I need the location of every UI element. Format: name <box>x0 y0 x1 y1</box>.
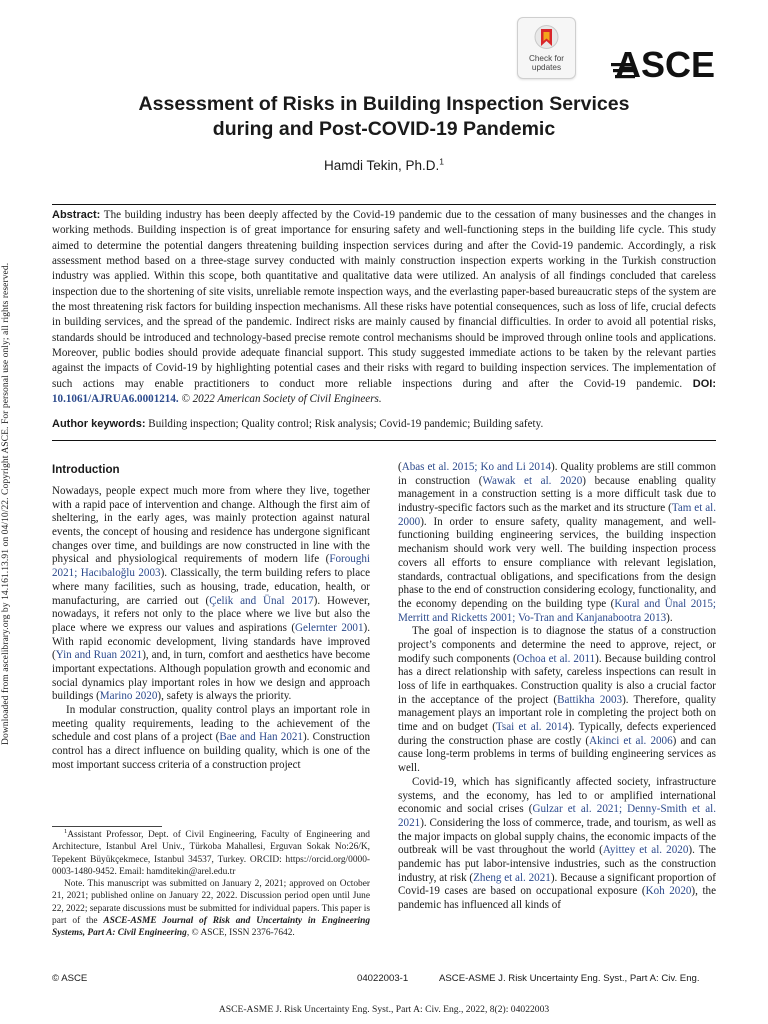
citation-link[interactable]: Gelernter 2001 <box>295 621 364 634</box>
manuscript-note <box>52 878 370 939</box>
citation-link[interactable]: Çelik and Ünal 2017 <box>209 594 314 607</box>
affiliation-text: Assistant Professor, Dept. of Civil Engineering, Faculty of Engineering and Architecture, Istanbul Arel Univ., Türkoba Mahallesi, Erguvan Sokak No:26/K, Tepekent Büyükçekmece, Istanbul 34537, Turkey. ORCID: https://orcid.org/0000-0003-1480-9452. Email: hamditekin@arel.edu.tr <box>52 830 370 877</box>
badge-line-1: Check for <box>528 54 565 63</box>
asce-logo <box>611 43 716 81</box>
citation-link[interactable]: Foroughi 2021; Hacıbaloğlu 2003 <box>52 553 370 580</box>
author-name: Hamdi Tekin, Ph.D. <box>323 158 440 173</box>
abstract-copyright: © 2022 American Society of Civil Engineers. <box>181 392 382 405</box>
issn-text: , © ASCE, ISSN 2376-7642. <box>186 928 295 939</box>
citation-link[interactable]: Abas et al. 2015; Ko and Li 2014 <box>401 461 552 473</box>
citation-link[interactable]: Battikha 2003 <box>557 693 623 706</box>
keywords-bottom-rule <box>52 440 716 441</box>
footnote-rule <box>52 826 162 827</box>
author-superscript: 1 <box>439 156 445 167</box>
introduction-heading: Introduction <box>52 463 120 476</box>
footer-journal: ASCE-ASME J. Risk Uncertainty Eng. Syst., Part A: Civ. Eng. <box>439 973 700 984</box>
right-paragraph-2: The goal of inspection is to diagnose the status of a construction project’s components and determine the need to approve, reject, or modify such components (Ochoa et al. 2011). Because building control has a direct relationship with safety, careless inspections can result in loss of life in earthquakes. Construction quality is also a crucial factor in the acceptance of the project (Battikha 2003). Therefore, quality management plays an important role in completing the project both on time and on budget (Tsai et al. 2014). Typically, defects experienced during the construction phase are costly (Akinci et al. 2006) and can cause long-term problems in terms of building engineering services as well. <box>398 625 717 775</box>
right-column <box>398 461 716 913</box>
citation-link[interactable]: Tam et al. 2000 <box>398 502 716 528</box>
affiliation-footnote <box>52 829 370 878</box>
right-paragraph-1: (Abas et al. 2015; Ko and Li 2014). Quality problems are still common in construction (Wawak et al. 2020) because enabling quality management in a construction setting is a more difficult task due to industry-specific factors such as the market and its structure (Tam et al. 2000). In order to ensure safety, quality management, and well-functioning building engineering services, the building inspection mechanism should work very well. The building inspection process covers all efforts to ensure compliance with relevant legislation, standards, contractual obligations, and specifications from the design phase to the end of construction considering ecology, functionality, and the economy depending on the building type (Kural and Ünal 2015; Merritt and Ricketts 2001; Vo-Tran and Kanjanabootra 2013). <box>398 461 716 624</box>
journal-name: ASCE-ASME Journal of Risk and Uncertainty in Engineering Systems, Part A: Civil Engineering <box>52 916 371 939</box>
abstract-body: The building industry has been deeply affected by the Covid-19 pandemic due to the cessation of many businesses and the changes in working methods. Building inspection is of great importance for ensuring safety and well-functioning steps in the building life cycle. This study aimed to determine the potential dangers threatening building inspection services during and after the Covid-19 pandemic. Accordingly, a risk assessment method based on a three-stage survey conducted with mainly construction inspection experts working in the Turkish construction industry was applied. Within this scope, both quantitative and qualitative data were utilized. An analysis of all findings concluded that careless inspection due to the shortening of site visits, unreliable remote inspection ways, and the everlasting paper-based bureaucratic steps of the system are the most threatening risk factors for building inspection mechanisms. All these risks have potential consequences, such as loss of life, crucial defects in building services, and the spread of the pandemic. Indirect risks are mainly caused by financial difficulties. In order to avoid all potential risks, standards should be introduced and technology-based precise remote control mechanisms should be improved through online tools and applications. Moreover, public bodies should provide adequate financial support. This study suggested immediate actions to be taken by the relevant parties against the impacts of Covid-19 by highlighting potential cases and their risks with regard to building inspection services. The implementation of such actions may enable practitioners to conduct more reliable inspections during and after the Covid-19 pandemic. <box>52 209 716 390</box>
footer-copyright: © ASCE <box>52 973 88 984</box>
citation-line: ASCE-ASME J. Risk Uncertainty Eng. Syst., Part A: Civ. Eng., 2022, 8(2): 04022003 <box>218 1004 550 1015</box>
citation-link[interactable]: Bae and Han 2021 <box>219 731 303 744</box>
abstract-top-rule <box>52 204 716 205</box>
citation-link[interactable]: Koh 2020 <box>645 885 692 898</box>
left-paragraph-2: In modular construction, quality control plays an important role in meeting quality requirements, leading to the achievement of the schedule and cost plans of a project (Bae and Han 2021). Construction control has a direct influence on building quality, which is one of the most important success criteria of a construction project <box>52 704 370 771</box>
right-paragraph-3: Covid-19, which has significantly affected society, infrastructure systems, and the economy, has led to or amplified international economic and social crises (Gulzar et al. 2021; Denny-Smith et al. 2021). Considering the loss of commerce, trade, and tourism, as well as the major impacts on global supply chains, the economic impacts of the outbreak will be vast throughout the world (Ayittey et al. 2020). The pandemic has put labor-intensive industries, such as the construction industry, at risk (Zheng et al. 2021). Because a significant proportion of Covid-19 cases are based on occupational exposure (Koh 2020), the pandemic has influenced all kinds of <box>398 775 717 911</box>
citation-link[interactable]: Kural and Ünal 2015; Merritt and Ricketts 2001; Vo-Tran and Kanjanabootra 2013 <box>398 597 716 624</box>
left-column <box>52 460 370 772</box>
doi-link[interactable]: 10.1061/AJRUA6.0001214. <box>52 392 179 405</box>
keywords-text: Building inspection; Quality control; Risk analysis; Covid-19 pandemic; Building safety. <box>148 418 544 430</box>
footer-page-id: 04022003-1 <box>357 973 409 984</box>
footnotes <box>52 829 370 940</box>
title-line-1: Assessment of Risks in Building Inspection Services <box>138 93 630 115</box>
note-text: Note. This manuscript was submitted on January 2, 2021; approved on October 21, 2021; published online on January 22, 2022. Discussion period open until June 22, 2022; separate discussions must be submitted for individual papers. This paper is part of the <box>52 879 371 927</box>
article-title <box>60 92 708 142</box>
author-keywords <box>52 417 716 432</box>
download-side-note <box>0 245 14 745</box>
citation-link[interactable]: Wawak et al. 2020 <box>482 474 583 487</box>
affiliation-superscript: 1 <box>64 827 68 835</box>
abstract-label: Abstract: <box>52 209 101 221</box>
check-for-updates-badge[interactable] <box>517 17 576 79</box>
citation-link[interactable]: Ayittey et al. 2020 <box>602 844 689 857</box>
title-line-2: during and Post-COVID-19 Pandemic <box>212 118 556 140</box>
badge-line-2: updates <box>531 63 562 72</box>
citation-link[interactable]: Ochoa et al. 2011 <box>516 652 596 665</box>
left-paragraph-1: Nowadays, people expect much more from where they live, together with a rapid pace of intervention and change. Although the first aim of sheltering, in the early ages, was mainly protection against natural events, the concept of housing and residence has undergone significant changes over time, and buildings are now constructed in line with the physical and physiological requirements of modern life (Foroughi 2021; Hacıbaloğlu 2003). Classically, the term building refers to place where many facilities, such as housing, trade, education, health, or manufacturing, are carried out (Çelik and Ünal 2017). However, nowadays, it refers not only to the place where we live but also the place where we express our values and aspirations (Gelernter 2001). With rapid economic development, living standards have improved (Yin and Ruan 2021), and, in turn, comfort and aesthetics have become important expectations. Although population growth and economic and social dynamics play important roles in how we design and approach buildings (Marino 2020), safety is always the priority. <box>52 485 370 703</box>
keywords-label: Author keywords: <box>52 418 146 430</box>
citation-link[interactable]: Yin and Ruan 2021 <box>55 649 143 662</box>
citation-link[interactable]: Marino 2020 <box>99 690 158 703</box>
citation-link[interactable]: Zheng et al. 2021 <box>473 871 551 884</box>
asce-logo-text: ASCE <box>615 44 715 81</box>
citation-link[interactable]: Gulzar et al. 2021; Denny-Smith et al. 2021 <box>398 803 716 829</box>
check-for-updates-icon <box>534 24 559 52</box>
doi-label: DOI: <box>692 377 716 390</box>
abstract <box>52 208 716 407</box>
citation-link[interactable]: Akinci et al. 2006 <box>589 734 673 747</box>
author-line <box>60 158 708 173</box>
citation-link[interactable]: Tsai et al. 2014 <box>495 721 569 734</box>
download-side-note-text: Downloaded from ascelibrary.org by 14.161.13.91 on 04/10/22. Copyright ASCE. For personal use only; all rights reserved. <box>0 262 11 745</box>
